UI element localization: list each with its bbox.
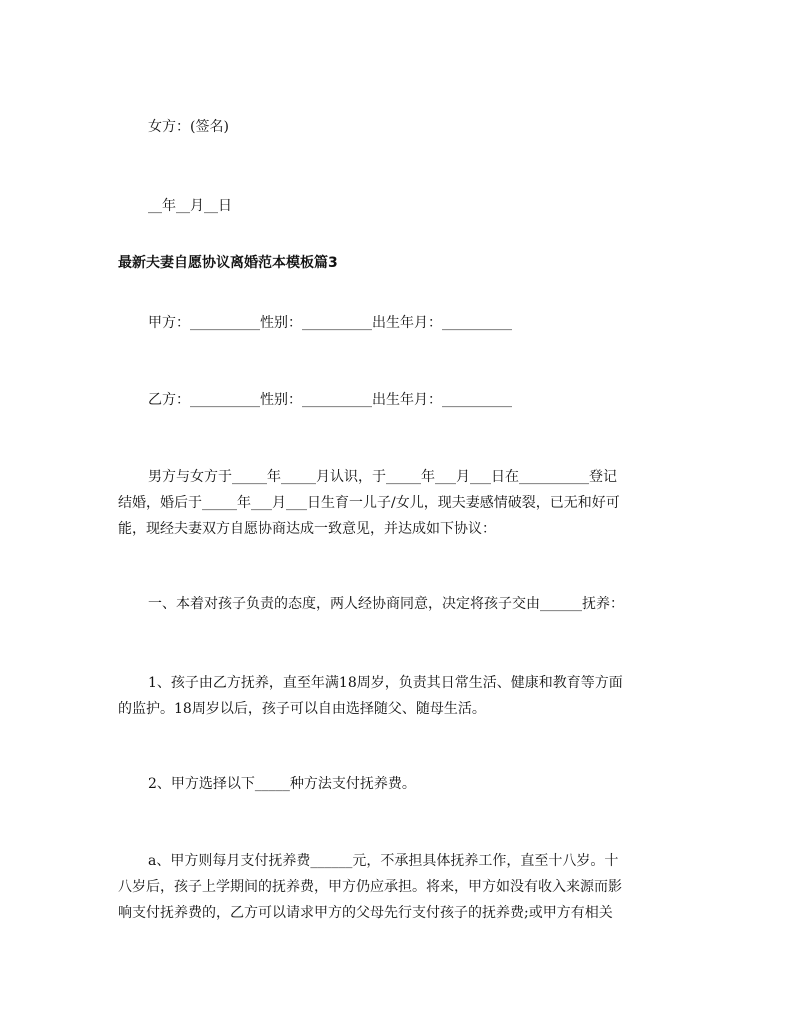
intro-line-3: 能，现经夫妻双方自愿协商达成一致意见，并达成如下协议： <box>118 521 496 537</box>
item-one-line-2: 的监护。18周岁以后，孩子可以自由选择随父、随母生活。 <box>118 701 486 717</box>
party-a-line: 甲方：__________性别：__________出生年月：__________ <box>148 315 512 331</box>
clause-one: 一、本着对孩子负责的态度，两人经协商同意，决定将孩子交由______抚养： <box>148 596 624 612</box>
party-b-line: 乙方：__________性别：__________出生年月：__________ <box>148 392 512 408</box>
section-heading: 最新夫妻自愿协议离婚范本模板篇3 <box>118 255 338 271</box>
intro-line-1: 男方与女方于_____年_____月认识，于_____年___月___日在__________登记 <box>148 469 617 485</box>
item-one-line-1: 1、孩子由乙方抚养，直至年满18周岁，负责其日常生活、健康和教育等方面 <box>148 675 623 691</box>
item-a-line-3: 响支付抚养费的，乙方可以请求甲方的父母先行支付孩子的抚养费;或甲方有相关 <box>118 905 613 921</box>
item-a-paragraph <box>118 848 688 926</box>
item-one-paragraph <box>118 670 688 722</box>
item-a-line-1: a、甲方则每月支付抚养费______元，不承担具体抚养工作，直至十八岁。十 <box>148 853 619 869</box>
intro-paragraph <box>118 464 688 542</box>
intro-line-2: 结婚，婚后于_____年___月___日生育一儿子/女儿，现夫妻感情破裂，已无和好可 <box>118 495 620 511</box>
item-two: 2、甲方选择以下_____种方法支付抚养费。 <box>148 776 416 792</box>
date-line: __年__月__日 <box>148 198 232 214</box>
item-a-line-2: 八岁后，孩子上学期间的抚养费，甲方仍应承担。将来，甲方如没有收入来源而影 <box>118 879 622 895</box>
signature-line: 女方：(签名) <box>148 119 229 135</box>
